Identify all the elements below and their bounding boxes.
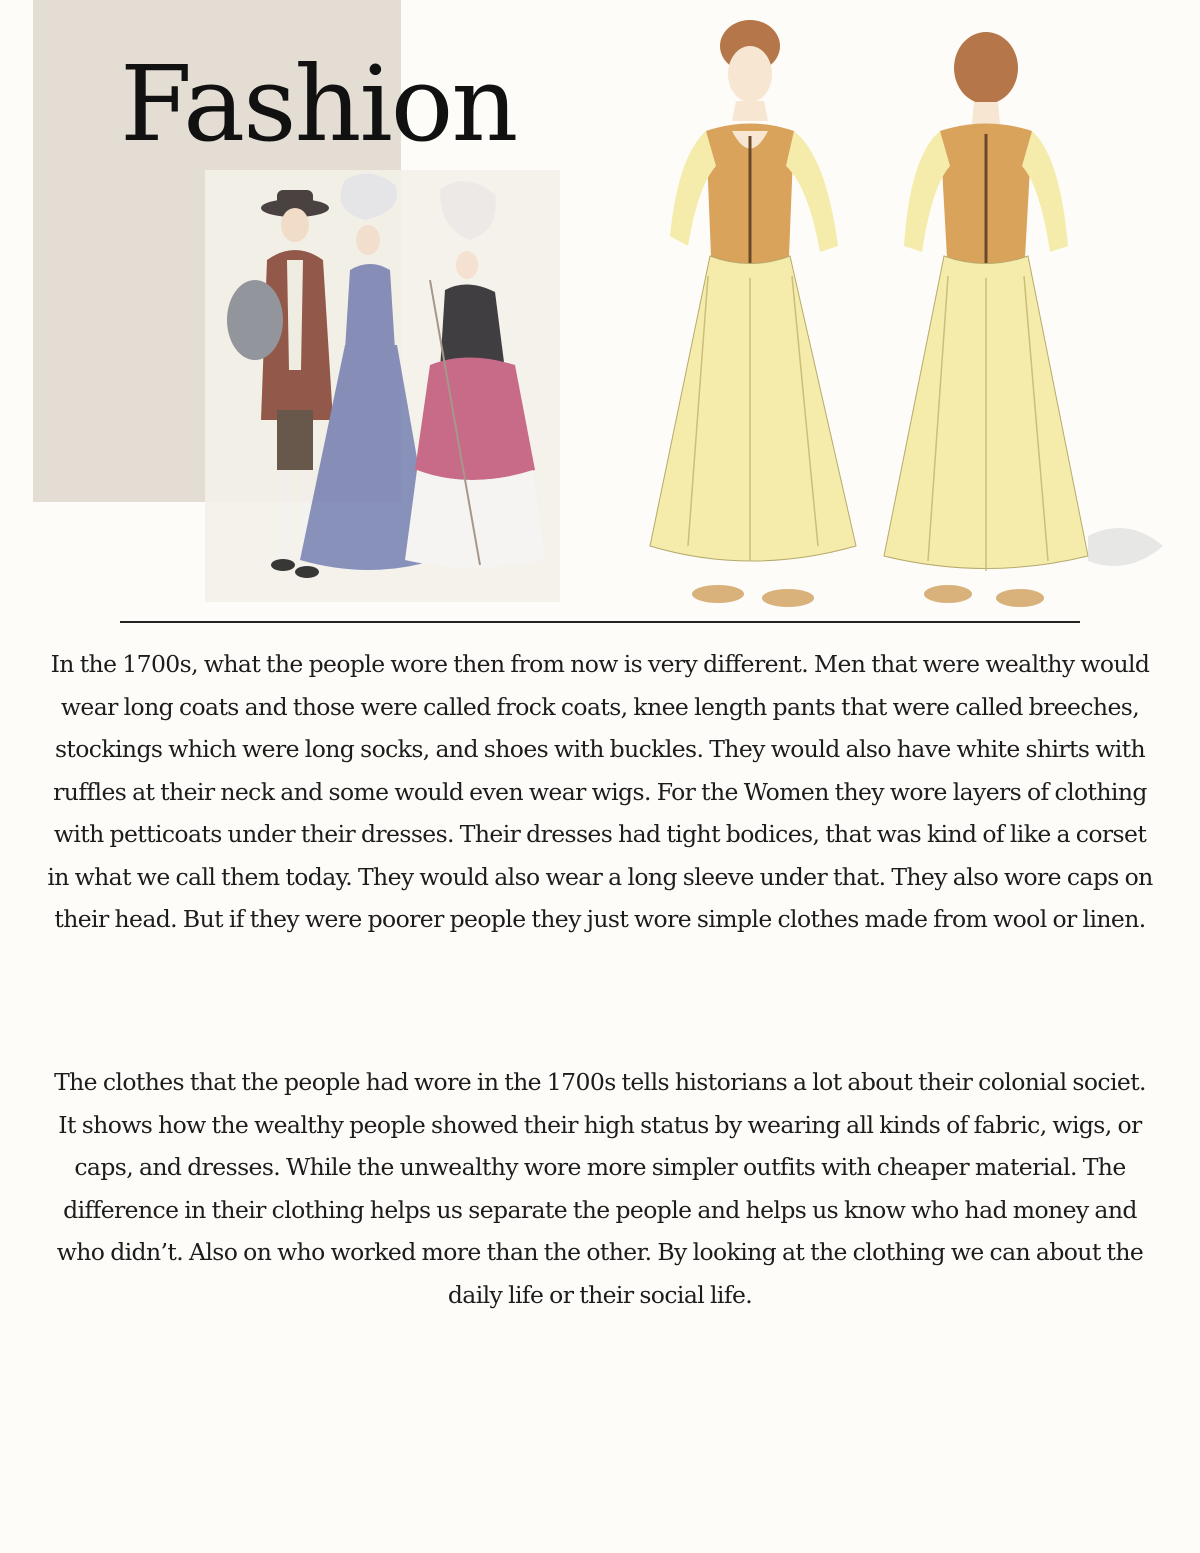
three-figures-illustration — [205, 170, 560, 602]
lady-pink-gown-figure — [405, 181, 545, 567]
dress-front-back-illustration — [648, 16, 1166, 616]
dress-back-figure — [884, 32, 1163, 607]
page-title: Fashion — [120, 43, 517, 165]
paragraph-clothing-description: In the 1700s, what the people wore then from now is very different. Men that were wealthy would wear long coats and those were called frock coats, knee length pants that were called breeches, stockings which were long socks, and shoes with buckles. They would also have white shirts with ruffles at their neck and some would even wear wigs. For the Women they wore layers of clothing with petticoats under their dresses. Their dresses had tight bodices, that was kind of like a corset in what we call them today. They would also wear a long sleeve under that. They also wore caps on their head. But if they were poorer people they just wore simple clothes made from wool or linen. — [47, 650, 1153, 933]
paragraph-social-significance: The clothes that the people had wore in the 1700s tells historians a lot about their colonial societ. It shows how the wealthy people showed their high status by wearing all kinds of fabric, wigs, or caps, and dresses. While the unwealthy wore more simpler outfits with cheaper material. The difference in their clothing helps us separate the people and helps us know who had money and who didn’t. Also on who worked more than the other. By looking at the clothing we can about the daily life or their social life. — [54, 1068, 1146, 1309]
dress-front-figure — [650, 20, 856, 607]
section-divider — [120, 621, 1080, 623]
